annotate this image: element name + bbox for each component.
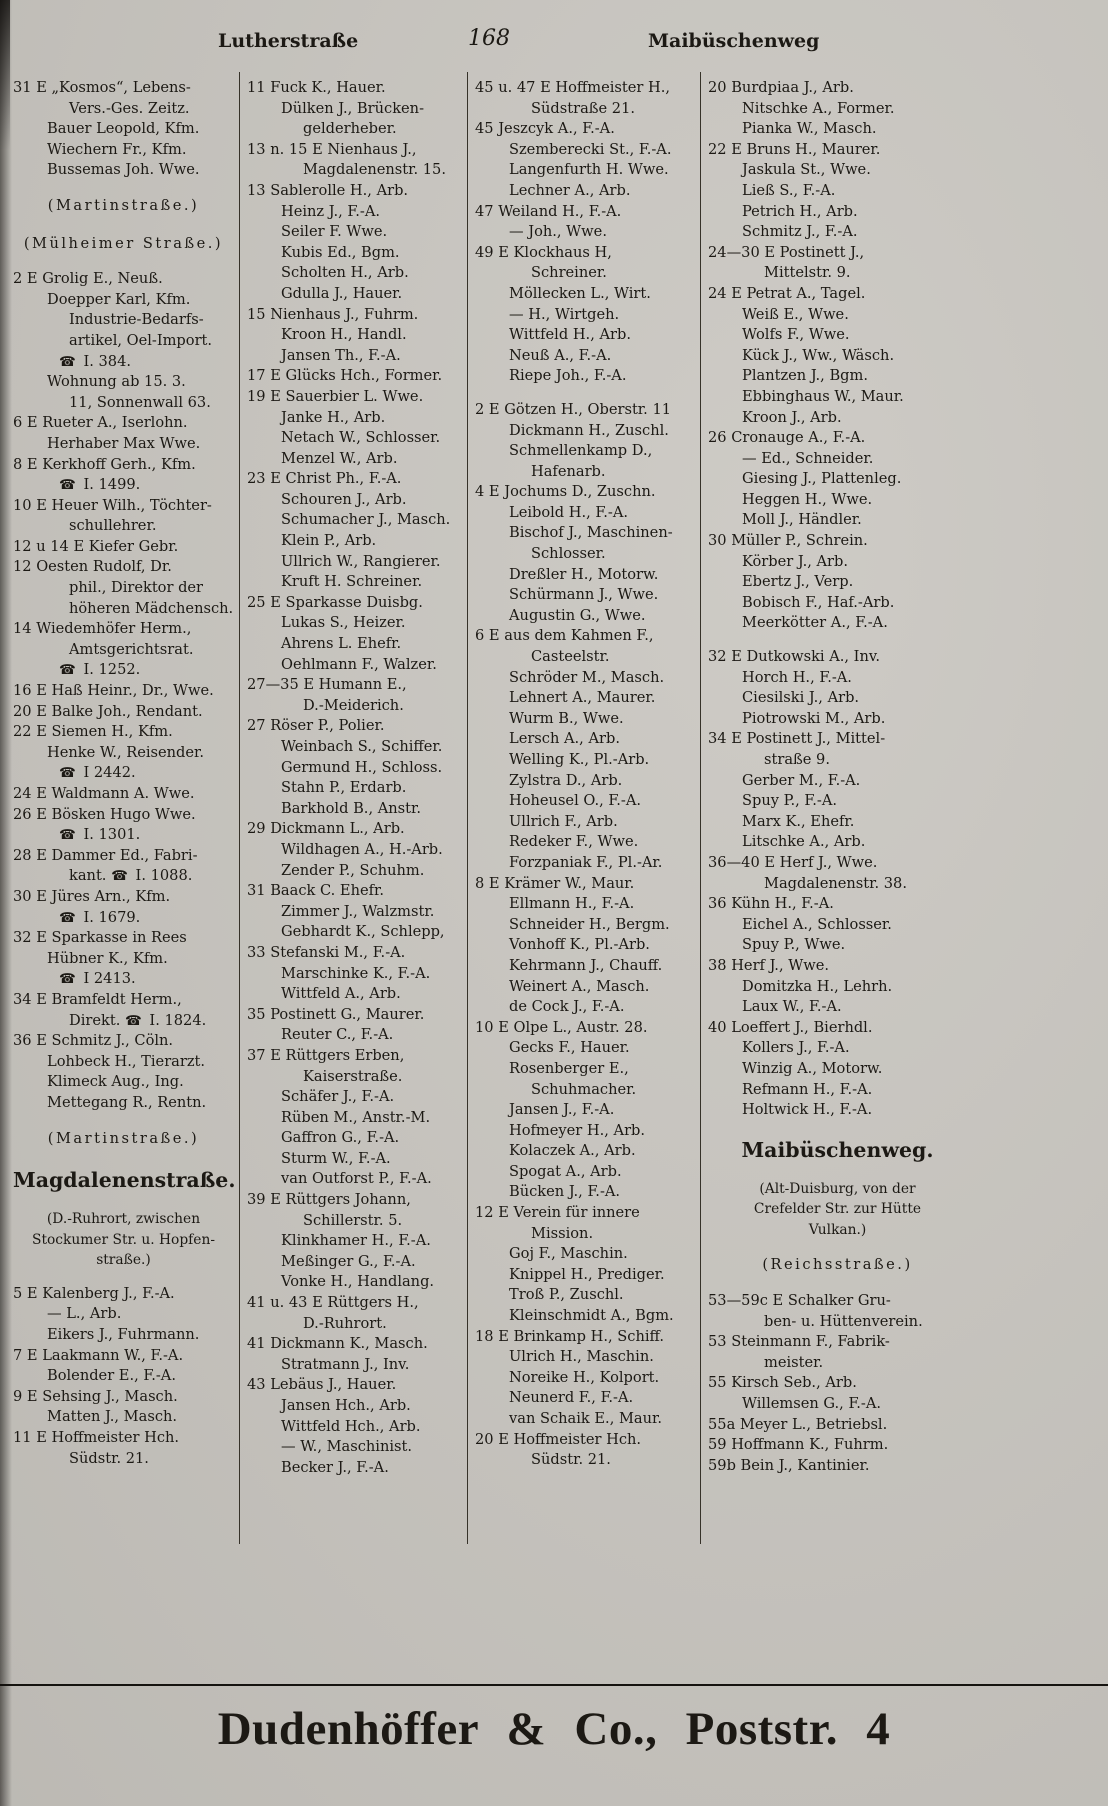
telephone-icon: ☎ — [59, 827, 76, 844]
resident-line: Wurm B., Wwe. — [509, 709, 624, 727]
continuation-line: Südstr. 21. — [69, 1449, 149, 1467]
resident-line: Vonhoff K., Pl.-Arb. — [509, 936, 650, 954]
entry-line: 53—59c E Schalker Gru- — [708, 1292, 891, 1310]
entry-line: 36—40 E Herf J., Wwe. — [708, 853, 878, 871]
cross-street-note: (Martinstraße.) — [47, 1129, 200, 1147]
resident-line: Schmellenkamp D., — [509, 442, 653, 460]
resident-line: Körber J., Arb. — [742, 552, 848, 570]
phone-line: ☎ I 2442. — [59, 764, 136, 782]
spacer — [13, 1196, 234, 1209]
phone-line: ☎ I 2413. — [59, 970, 136, 988]
resident-line: Schumacher J., Masch. — [281, 511, 451, 529]
resident-line: Weinbach S., Schiffer. — [281, 738, 443, 755]
resident-line: Mettegang R., Rentn. — [47, 1093, 207, 1111]
resident-line: Moll J., Händler. — [742, 511, 862, 529]
resident-line: Weiß E., Wwe. — [742, 305, 849, 323]
resident-line: Augustin G., Wwe. — [509, 606, 646, 624]
continuation-line: Kaiserstraße. — [303, 1067, 403, 1085]
continuation-line: Direkt. ☎ I. 1824. — [69, 1011, 207, 1029]
resident-line: Gdulla J., Hauer. — [281, 284, 403, 302]
telephone-icon: ☎ — [111, 868, 128, 885]
continuation-line: schullehrer. — [69, 517, 157, 535]
resident-line: Kolaczek A., Arb. — [509, 1142, 636, 1160]
resident-line: Ebertz J., Verp. — [742, 573, 854, 591]
cross-street-note: (Mülheimer Straße.) — [23, 234, 224, 252]
spacer — [708, 1121, 967, 1134]
resident-line: — W., Maschinist. — [281, 1438, 413, 1456]
continuation-line: Casteelstr. — [531, 648, 610, 666]
continuation-line: phil., Direktor der — [69, 579, 204, 597]
street-note: (Alt-Duisburg, von der — [759, 1180, 916, 1197]
resident-line: Jaskula St., Wwe. — [742, 161, 871, 179]
continuation-line: Schuhmacher. — [531, 1080, 637, 1098]
resident-line: Noreike H., Kolport. — [509, 1368, 660, 1386]
resident-line: Winzig A., Motorw. — [742, 1059, 883, 1077]
cross-street-note: (Reichsstraße.) — [762, 1256, 913, 1274]
entry-line: 24 E Waldmann A. Wwe. — [13, 785, 195, 802]
resident-line: Ullrich W., Rangierer. — [281, 552, 441, 570]
entry-line: 9 E Sehsing J., Masch. — [13, 1387, 178, 1405]
resident-line: Goj F., Maschin. — [509, 1245, 628, 1263]
resident-line: Kubis Ed., Bgm. — [281, 243, 400, 261]
entry-line: 17 E Glücks Hch., Former. — [247, 367, 443, 385]
resident-line: Pianka W., Masch. — [742, 120, 877, 138]
resident-line: Janke H., Arb. — [281, 408, 386, 426]
resident-line: Hübner K., Kfm. — [47, 949, 168, 967]
entry-line: 34 E Postinett J., Mittel- — [708, 730, 886, 748]
directory-column — [6, 72, 239, 1544]
street-note: Stockumer Str. u. Hopfen- — [32, 1231, 215, 1248]
continuation-line: Amtsgerichtsrat. — [69, 640, 194, 658]
continuation-line: D.-Ruhrort. — [303, 1314, 387, 1332]
resident-line: Szemberecki St., F.-A. — [509, 140, 672, 158]
entry-line: 49 E Klockhaus H, — [475, 243, 612, 261]
resident-line: Langenfurth H. Wwe. — [509, 161, 669, 179]
entry-line: 7 E Laakmann W., F.-A. — [13, 1346, 184, 1364]
resident-line: Wittfeld A., Arb. — [281, 985, 401, 1003]
resident-line: Kollers J., F.-A. — [742, 1039, 850, 1057]
resident-line: Eichel A., Schlosser. — [742, 915, 892, 933]
resident-line: Oehlmann F., Walzer. — [281, 655, 437, 673]
resident-line: Reuter C., F.-A. — [281, 1026, 394, 1044]
resident-line: Wildhagen A., H.-Arb. — [281, 840, 443, 858]
entry-line: 32 E Sparkasse in Rees — [13, 929, 187, 947]
resident-line: Spuy P., F.-A. — [742, 792, 837, 810]
resident-line: Dülken J., Brücken- — [281, 99, 425, 117]
resident-line: Meßinger G., F.-A. — [281, 1252, 416, 1270]
resident-line: Doepper Karl, Kfm. — [47, 290, 191, 308]
resident-line: van Outforst P., F.-A. — [281, 1170, 432, 1188]
entry-line: 40 Loeffert J., Bierhdl. — [708, 1018, 873, 1036]
entry-line: 20 E Hoffmeister Hch. — [475, 1430, 642, 1448]
resident-line: Hoheusel O., F.-A. — [509, 792, 642, 810]
spacer — [475, 387, 695, 400]
entry-line: 22 E Bruns H., Maurer. — [708, 140, 881, 158]
resident-line: Rüben M., Anstr.-M. — [281, 1108, 431, 1126]
resident-line: Forzpaniak F., Pl.-Ar. — [509, 853, 663, 871]
resident-line: Horch H., F.-A. — [742, 668, 852, 686]
directory-column — [467, 72, 700, 1544]
resident-line: Neunerd F., F.-A. — [509, 1389, 634, 1407]
phone-line: ☎ I. 1252. — [59, 661, 141, 679]
resident-line: Bücken J., F.-A. — [509, 1183, 621, 1201]
street-note: Crefelder Str. zur Hütte — [753, 1201, 922, 1218]
continuation-line: Schreiner. — [531, 264, 607, 282]
entry-line: 6 E aus dem Kahmen F., — [475, 627, 654, 645]
continuation-line: Mittelstr. 9. — [764, 264, 851, 282]
entry-line: 28 E Dammer Ed., Fabri- — [13, 846, 198, 864]
spacer — [13, 256, 234, 269]
continuation-line: Mission. — [531, 1224, 594, 1242]
resident-line: Wittfeld H., Arb. — [509, 326, 631, 344]
resident-line: Zylstra D., Arb. — [509, 771, 623, 789]
entry-line: 59 Hoffmann K., Fuhrm. — [708, 1436, 889, 1454]
continuation-line: Vers.-Ges. Zeitz. — [69, 99, 190, 117]
street-note: straße.) — [96, 1252, 151, 1269]
resident-line: Hofmeyer H., Arb. — [509, 1121, 646, 1139]
resident-line: Lehnert A., Maurer. — [509, 689, 656, 707]
directory-column — [239, 72, 467, 1544]
resident-line: Scholten H., Arb. — [281, 264, 409, 282]
entry-line: 13 Sablerolle H., Arb. — [247, 181, 409, 199]
directory-column — [700, 72, 972, 1544]
resident-line: Schröder M., Masch. — [509, 668, 665, 686]
entry-line: 15 Nienhaus J., Fuhrm. — [247, 305, 419, 323]
telephone-icon: ☎ — [59, 765, 76, 782]
resident-line: Leibold H., F.-A. — [509, 503, 629, 521]
entry-line: 13 n. 15 E Nienhaus J., — [247, 140, 417, 158]
continuation-line: höheren Mädchensch. — [69, 599, 234, 617]
resident-line: Ließ S., F.-A. — [742, 181, 836, 199]
entry-line: 43 Lebäus J., Hauer. — [247, 1376, 397, 1394]
resident-line: Sturm W., F.-A. — [281, 1149, 391, 1167]
resident-line: Knippel H., Prediger. — [509, 1265, 665, 1283]
resident-line: Klimeck Aug., Ing. — [47, 1073, 184, 1091]
street-note: Vulkan.) — [808, 1221, 867, 1238]
resident-line: Netach W., Schlosser. — [281, 429, 441, 447]
spacer — [708, 634, 967, 647]
resident-line: Welling K., Pl.-Arb. — [509, 751, 650, 768]
resident-line: Gerber M., F.-A. — [742, 771, 861, 789]
resident-line: Möllecken L., Wirt. — [509, 284, 651, 302]
resident-line: Ebbinghaus W., Maur. — [742, 387, 904, 405]
resident-line: Dreßler H., Motorw. — [509, 565, 659, 583]
resident-line: Lechner A., Arb. — [509, 181, 631, 199]
telephone-icon: ☎ — [59, 662, 76, 679]
resident-line: Wittfeld Hch., Arb. — [281, 1417, 421, 1435]
continuation-line: Industrie-Bedarfs- — [69, 311, 204, 329]
entry-line: 39 E Rüttgers Johann, — [247, 1191, 411, 1209]
telephone-icon: ☎ — [59, 353, 76, 370]
entry-line: 31 Baack C. Ehefr. — [247, 882, 385, 900]
resident-line: Spogat A., Arb. — [509, 1162, 622, 1180]
resident-line: Jansen J., F.-A. — [509, 1101, 615, 1119]
entry-line: 53 Steinmann F., Fabrik- — [708, 1333, 890, 1351]
resident-line: Schneider H., Bergm. — [509, 915, 670, 933]
resident-line: Rosenberger E., — [509, 1059, 629, 1077]
entry-line: 12 u 14 E Kiefer Gebr. — [13, 537, 179, 555]
entry-line: 19 E Sauerbier L. Wwe. — [247, 387, 424, 405]
entry-line: 59b Bein J., Kantinier. — [708, 1456, 870, 1474]
resident-line: Neuß A., F.-A. — [509, 346, 612, 364]
resident-line: Schouren J., Arb. — [281, 490, 407, 508]
entry-line: 30 E Jüres Arn., Kfm. — [13, 887, 171, 905]
entry-line: 27—35 E Humann E., — [247, 676, 407, 694]
entry-line: 8 E Kerkhoff Gerh., Kfm. — [13, 455, 196, 473]
entry-line: 23 E Christ Ph., F.-A. — [247, 470, 402, 488]
street-heading: Maibüschenweg. — [741, 1137, 934, 1162]
resident-line: Plantzen J., Bgm. — [742, 367, 868, 385]
resident-line: Stahn P., Erdarb. — [281, 779, 407, 797]
resident-line: Marschinke K., F.-A. — [281, 964, 431, 982]
entry-line: 11 E Hoffmeister Hch. — [13, 1429, 180, 1447]
entry-line: 24 E Petrat A., Tagel. — [708, 284, 866, 302]
entry-line: 34 E Bramfeldt Herm., — [13, 990, 182, 1008]
resident-line: Kroon H., Handl. — [281, 326, 407, 344]
entry-line: 24—30 E Postinett J., — [708, 243, 865, 261]
resident-line: Petrich H., Arb. — [742, 202, 858, 220]
resident-line: Heggen H., Wwe. — [742, 490, 873, 508]
telephone-icon: ☎ — [59, 971, 76, 988]
entry-line: 38 Herf J., Wwe. — [708, 956, 829, 974]
resident-line: Eikers J., Fuhrmann. — [47, 1326, 200, 1344]
entry-line: 35 Postinett G., Maurer. — [247, 1005, 425, 1023]
continuation-line: meister. — [764, 1353, 824, 1371]
resident-line: Gecks F., Hauer. — [509, 1039, 630, 1057]
phone-line: ☎ I. 1301. — [59, 826, 141, 844]
continuation-line: kant. ☎ I. 1088. — [69, 867, 193, 885]
continuation-line: straße 9. — [764, 751, 830, 768]
resident-line: Ciesilski J., Arb. — [742, 689, 860, 707]
resident-line: Riepe Joh., F.-A. — [509, 367, 627, 385]
resident-line: Bussemas Joh. Wwe. — [47, 161, 200, 179]
street-heading: Magdalenenstraße. — [13, 1168, 236, 1193]
cross-street-note: (Martinstraße.) — [47, 196, 200, 214]
spacer — [13, 219, 234, 232]
resident-line: Bobisch F., Haf.-Arb. — [742, 593, 895, 611]
resident-line: Refmann H., F.-A. — [742, 1080, 873, 1098]
entry-line: 29 Dickmann L., Arb. — [247, 820, 405, 838]
resident-line: Litschke A., Arb. — [742, 833, 866, 851]
entry-line: 18 E Brinkamp H., Schiff. — [475, 1327, 664, 1345]
resident-line: Kleinschmidt A., Bgm. — [509, 1307, 674, 1325]
resident-line: — H., Wirtgeh. — [509, 305, 620, 323]
entry-line: 16 E Haß Heinr., Dr., Wwe. — [13, 682, 214, 700]
entry-line: 20 Burdpiaa J., Arb. — [708, 79, 854, 96]
resident-line: van Schaik E., Maur. — [509, 1410, 663, 1427]
resident-line: Zender P., Schuhm. — [281, 861, 425, 879]
resident-line: Wiechern Fr., Kfm. — [47, 140, 187, 158]
resident-line: Lersch A., Arb. — [509, 730, 620, 748]
resident-line: Marx K., Ehefr. — [742, 812, 855, 830]
resident-line: Ellmann H., F.-A. — [509, 895, 635, 913]
resident-line: Klinkhamer H., F.-A. — [281, 1232, 431, 1250]
phone-line: ☎ I. 1679. — [59, 908, 141, 926]
entry-line: 55a Meyer L., Betriebsl. — [708, 1415, 888, 1433]
resident-line: Schürmann J., Wwe. — [509, 586, 659, 604]
continuation-line: Schillerstr. 5. — [303, 1211, 403, 1229]
resident-line: Stratmann J., Inv. — [281, 1355, 410, 1373]
telephone-icon: ☎ — [124, 1012, 142, 1029]
resident-line: Laux W., F.-A. — [742, 998, 842, 1016]
resident-line: Becker J., F.-A. — [281, 1458, 389, 1476]
spacer — [13, 1151, 234, 1164]
entry-line: 20 E Balke Joh., Rendant. — [13, 702, 203, 720]
resident-line: Bolender E., F.-A. — [47, 1367, 176, 1385]
advertisement: Dudenhöffer & Co., Poststr. 4 — [217, 1703, 891, 1755]
resident-line: Domitzka H., Lehrh. — [742, 977, 893, 995]
entry-line: 41 Dickmann K., Masch. — [247, 1335, 428, 1353]
resident-line: Seiler F. Wwe. — [281, 223, 388, 241]
entry-line: 37 E Rüttgers Erben, — [247, 1046, 405, 1064]
resident-line: Holtwick H., F.-A. — [742, 1101, 873, 1119]
entry-line: 36 Kühn H., F.-A. — [708, 895, 834, 913]
entry-line: 2 E Grolig E., Neuß. — [13, 270, 163, 288]
resident-line: Willemsen G., F.-A. — [742, 1395, 882, 1413]
resident-line: — Joh., Wwe. — [509, 223, 607, 241]
entry-line: 12 Oesten Rudolf, Dr. — [13, 558, 172, 576]
resident-line: Dickmann H., Zuschl. — [509, 421, 669, 439]
continuation-line: D.-Meiderich. — [303, 696, 404, 714]
entry-line: 22 E Siemen H., Kfm. — [13, 723, 173, 741]
continuation-line: Südstraße 21. — [531, 99, 636, 117]
entry-line: 2 E Götzen H., Oberstr. 11 — [475, 400, 672, 418]
entry-line: 12 E Verein für innere — [475, 1204, 640, 1222]
resident-line: — L., Arb. — [47, 1305, 122, 1323]
resident-line: Gaffron G., F.-A. — [281, 1129, 400, 1147]
scan-edge-shadow — [0, 0, 12, 1806]
header-street-left: Lutherstraße — [218, 30, 359, 52]
resident-line: Matten J., Masch. — [47, 1408, 178, 1426]
resident-line: Schmitz J., F.-A. — [742, 223, 858, 241]
continuation-line: 11, Sonnenwall 63. — [69, 393, 211, 411]
resident-line: Kroon J., Arb. — [742, 408, 842, 426]
resident-line: Weinert A., Masch. — [509, 977, 650, 995]
telephone-icon: ☎ — [59, 909, 76, 926]
resident-line: Lukas S., Heizer. — [281, 614, 406, 632]
entry-line: 10 E Olpe L., Austr. 28. — [475, 1018, 648, 1036]
entry-line: 11 Fuck K., Hauer. — [247, 79, 386, 96]
spacer — [13, 181, 234, 194]
resident-line: Ulrich H., Maschin. — [509, 1348, 654, 1366]
entry-line: 33 Stefanski M., F.-A. — [247, 943, 406, 961]
entry-line: 26 Cronauge A., F.-A. — [708, 429, 866, 447]
footer-rule — [0, 1684, 1108, 1686]
spacer — [708, 1166, 967, 1179]
directory-columns — [6, 72, 1108, 1544]
resident-line: Ullrich F., Arb. — [509, 812, 618, 830]
entry-line: 31 E „Kosmos“, Lebens- — [13, 79, 191, 96]
continuation-line: Magdalenenstr. 38. — [764, 874, 907, 892]
continuation-line: artikel, Oel-Import. — [69, 331, 213, 349]
entry-line: 47 Weiland H., F.-A. — [475, 202, 622, 220]
spacer — [708, 1278, 967, 1291]
resident-line: Giesing J., Plattenleg. — [742, 470, 902, 488]
entry-line: 10 E Heuer Wilh., Töchter- — [13, 496, 212, 514]
resident-line: Barkhold B., Anstr. — [281, 799, 422, 817]
resident-line: Lohbeck H., Tierarzt. — [47, 1052, 206, 1070]
resident-line: Ahrens L. Ehefr. — [281, 635, 402, 653]
entry-line: 14 Wiedemhöfer Herm., — [13, 620, 192, 638]
continuation-line: Hafenarb. — [531, 462, 606, 480]
entry-line: 55 Kirsch Seb., Arb. — [708, 1374, 857, 1392]
entry-line: 6 E Rueter A., Iserlohn. — [13, 414, 188, 432]
phone-line: ☎ I. 384. — [59, 352, 132, 370]
resident-line: Jansen Hch., Arb. — [281, 1397, 411, 1414]
resident-line: Jansen Th., F.-A. — [281, 346, 401, 364]
resident-line: Troß P., Zuschl. — [509, 1286, 624, 1304]
page-number: 168 — [468, 26, 510, 51]
resident-line: de Cock J., F.-A. — [509, 998, 625, 1016]
resident-line: Nitschke A., Former. — [742, 99, 895, 117]
resident-line: Meerkötter A., F.-A. — [742, 614, 888, 632]
resident-line: Heinz J., F.-A. — [281, 202, 380, 220]
resident-line: Schäfer J., F.-A. — [281, 1088, 395, 1106]
resident-line: Piotrowski M., Arb. — [742, 709, 886, 727]
entry-line: 30 Müller P., Schrein. — [708, 532, 868, 550]
continuation-line: ben- u. Hüttenverein. — [764, 1312, 923, 1330]
spacer — [13, 1271, 234, 1284]
entry-line: 41 u. 43 E Rüttgers H., — [247, 1294, 419, 1312]
entry-line: 26 E Bösken Hugo Wwe. — [13, 805, 196, 823]
resident-line: Bischof J., Maschinen- — [509, 524, 673, 542]
resident-line: Gebhardt K., Schlepp, — [281, 923, 445, 941]
entry-line: 8 E Krämer W., Maur. — [475, 874, 635, 892]
resident-line: Menzel W., Arb. — [281, 449, 398, 467]
resident-line: — Ed., Schneider. — [742, 449, 874, 467]
resident-line: Spuy P., Wwe. — [742, 936, 846, 954]
entry-line: 5 E Kalenberg J., F.-A. — [13, 1284, 175, 1302]
entry-line: 45 Jeszcyk A., F.-A. — [475, 120, 615, 138]
continuation-line: Südstr. 21. — [531, 1451, 611, 1469]
continuation-line: gelderheber. — [303, 120, 397, 138]
entry-line: 27 Röser P., Polier. — [247, 717, 385, 735]
resident-line: Kruft H. Schreiner. — [281, 573, 423, 591]
page-header — [0, 24, 1108, 72]
resident-line: Henke W., Reisender. — [47, 743, 205, 761]
spacer — [13, 1114, 234, 1127]
entry-line: 45 u. 47 E Hoffmeister H., — [475, 79, 671, 96]
telephone-icon: ☎ — [59, 477, 76, 494]
phone-line: ☎ I. 1499. — [59, 476, 141, 494]
continuation-line: Schlosser. — [531, 545, 606, 563]
resident-line: Redeker F., Wwe. — [509, 833, 639, 851]
resident-line: Germund H., Schloss. — [281, 758, 443, 776]
header-street-right: Maibüschenweg — [648, 30, 820, 52]
street-note: (D.-Ruhrort, zwischen — [46, 1211, 201, 1228]
continuation-line: Magdalenenstr. 15. — [303, 161, 446, 179]
entry-line: 32 E Dutkowski A., Inv. — [708, 648, 880, 666]
resident-line: Bauer Leopold, Kfm. — [47, 120, 200, 138]
resident-line: Zimmer J., Walzmstr. — [281, 902, 435, 920]
entry-line: 36 E Schmitz J., Cöln. — [13, 1032, 174, 1050]
entry-line: 4 E Jochums D., Zuschn. — [475, 483, 656, 501]
resident-line: Kehrmann J., Chauff. — [509, 956, 663, 974]
resident-line: Kück J., Ww., Wäsch. — [742, 346, 895, 364]
resident-line: Vonke H., Handlang. — [281, 1273, 435, 1291]
resident-line: Wohnung ab 15. 3. — [47, 373, 186, 391]
resident-line: Wolfs F., Wwe. — [742, 326, 850, 344]
resident-line: Herhaber Max Wwe. — [47, 434, 201, 452]
spacer — [708, 1240, 967, 1253]
entry-line: 25 E Sparkasse Duisbg. — [247, 593, 423, 611]
resident-line: Klein P., Arb. — [281, 532, 377, 550]
